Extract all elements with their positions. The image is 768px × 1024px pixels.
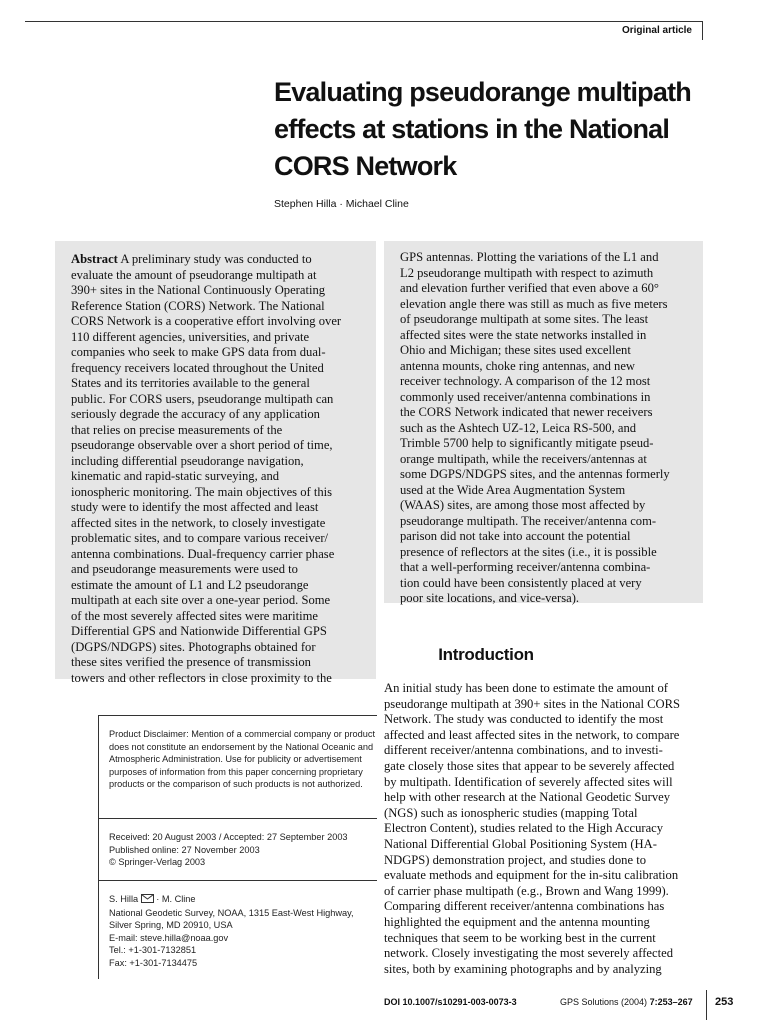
author-affiliation-note (98, 880, 377, 979)
header-rule (25, 21, 703, 22)
footer-journal-name: GPS Solutions (2004) (560, 997, 650, 1007)
paper-title: Evaluating pseudorange multipath effects at stations in the National CORS Network (274, 77, 691, 181)
introduction-body: An initial study has been done to estimate the amount of pseudorange multipath at 390+ sites in the National CORS Network. The study was conducted to identify the most affected and least affected sites in the network, to compare different receiver/antenna combinations, and to investi- gate closely those sites that appear to be severely affected by multipath. Identification of severely affected sites will help with other research at the National Geodetic Survey (NGS) such as ionospheric studies (mapping Total Electron Content), studies related to the High Accuracy National Differential Global Positioning System (HA- NDGPS) demonstration project, and studies done to evaluate methods and equipment for the in-situ calibration of carrier phase multipath (e.g., Brown and Wang 1999). Comparing different receiver/antenna combinations has highlighted the equipment and the antenna mounting techniques that seem to be working best in the current network. Closely investigating the most severely affected sites, both by examining photographs and by analyzing (384, 681, 681, 976)
publication-dates-note (98, 818, 377, 881)
abstract-text-part1: A preliminary study was conducted to evaluate the amount of pseudorange multipath at 390+ sites in the National Continuously Operating Reference Station (CORS) Network. The National CORS Network is a cooperative effort involving over 110 different agencies, universities, and private companies who seek to make GPS data from dual- frequency receivers located throughout the United States and its territories available to the general public. For CORS users, pseudorange multipath can seriously degrade the accuracy of any application that relies on precise measurements of the pseudorange observable over a short period of time, including differential pseudorange navigation, kinematic and rapid-static surveying, and ionospheric monitoring. The main objectives of this study were to identify the most affected and least affected sites in the network, to closely investigate problematic sites, and to compare various receiver/ antenna combinations. Dual-frequency carrier phase and pseudorange measurements were used to estimate the amount of L1 and L2 pseudorange multipath at each site over a one-year period. Some of the most severely affected sites were maritime Differential GPS and Nationwide Differential GPS (DGPS/NDGPS) sites. Photographs obtained for these sites verified the presence of transmission towers and other reflectors in close proximity to the (71, 252, 342, 685)
disclaimer-text: Product Disclaimer: Mention of a commercial company or product does not constitute an endorsement by the National Oceanic and Atmospheric Administration. Use for publicity or advertisement purposes of information from this paper concerning proprietary products or the comparison of such products is not authorized. (109, 729, 376, 789)
footer-volume-pages: 7:253–267 (649, 997, 693, 1007)
footer-doi: DOI 10.1007/s10291-003-0073-3 (384, 997, 517, 1007)
co-author-name: · M. Cline (153, 894, 196, 904)
footer-rule (706, 990, 707, 1020)
abstract-column-right (384, 241, 703, 603)
header-corner-rule (702, 21, 703, 40)
publication-dates-text: Received: 20 August 2003 / Accepted: 27 September 2003 Published online: 27 November 2003 © Springer-Verlag 2003 (109, 832, 348, 867)
introduction-heading: Introduction (438, 645, 534, 664)
article-type-label: Original article (621, 25, 692, 36)
abstract-text-part2: GPS antennas. Plotting the variations of the L1 and L2 pseudorange multipath with respect to azimuth and elevation further verified that even above a 60° elevation angle there was still as much as five meters of pseudorange multipath at some sites. The least affected sites were the state networks installed in Ohio and Michigan; these sites used excellent antenna mounts, choke ring antennas, and new receiver technology. A comparison of the 12 most commonly used receiver/antenna combinations in the CORS Network indicated that newer receivers such as the Ashtech UZ-12, Leica RS-500, and Trimble 5700 help to significantly mitigate pseud- orange multipath, while the receivers/antennas at some DGPS/NDGPS sites, and the antennas formerly used at the Wide Area Augmentation System (WAAS) sites, are among those most affected by pseudorange multipath. The receiver/antenna com- parison did not take into account the potential presence of reflectors at the sites (i.e., it is possible that a well-performing receiver/antenna combina- tion could have been consistently placed at very poor site locations, and vice-versa). (400, 250, 670, 605)
abstract-label: Abstract (71, 252, 118, 266)
abstract-column-left (55, 241, 376, 685)
corresponding-author-name: S. Hilla (109, 894, 139, 904)
page-number: 253 (715, 996, 734, 1008)
product-disclaimer-note (98, 715, 377, 820)
author-list: Stephen Hilla · Michael Cline (274, 198, 409, 210)
footer-journal-citation (560, 997, 693, 1007)
envelope-icon (141, 894, 154, 907)
affiliation-details: National Geodetic Survey, NOAA, 1315 East-West Highway, Silver Spring, MD 20910, USA E-mail: steve.hilla@noaa.gov Tel.: +1-301-7132851 Fax: +1-301-7134475 (109, 907, 354, 968)
